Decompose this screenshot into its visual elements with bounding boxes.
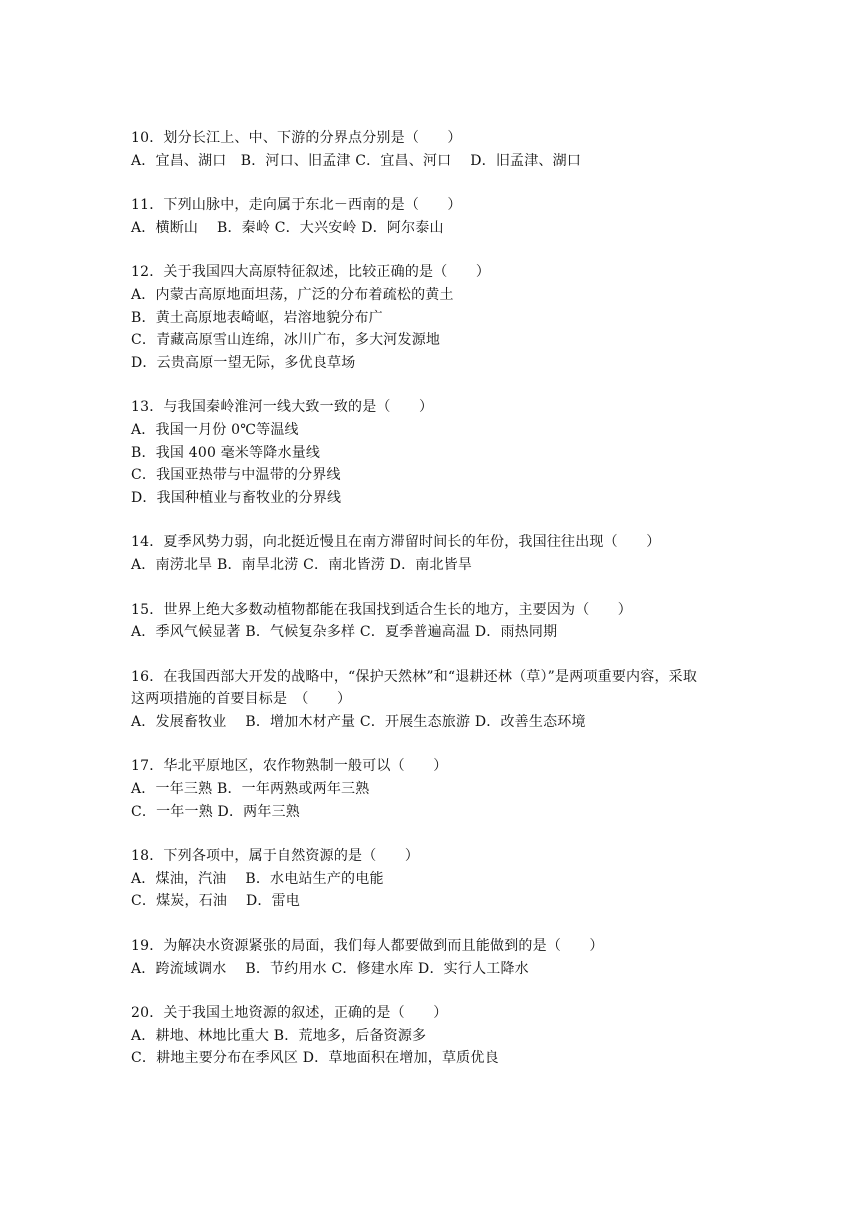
question-options: C．青藏高原雪山连绵，冰川广布，多大河发源地 bbox=[131, 332, 441, 349]
question-item bbox=[131, 1002, 751, 1070]
question-options: C．煤炭，石油 D．雷电 bbox=[131, 893, 300, 910]
question-options: C．耕地主要分布在季风区 D．草地面积在增加，草质优良 bbox=[131, 1050, 499, 1067]
question-stem: 19．为解决水资源紧张的局面，我们每人都要做到而且能做到的是（ ） bbox=[131, 938, 604, 955]
question-stem: 16．在我国西部大开发的战略中，“保护天然林”和“退耕还林（草）”是两项重要内容，采取 bbox=[131, 668, 698, 685]
question-stem: 13．与我国秦岭淮河一线大致一致的是（ ） bbox=[131, 399, 434, 416]
question-options: 这两项措施的首要目标是 （ ） bbox=[131, 691, 352, 708]
question-options: B．我国 400 毫米等降水量线 bbox=[131, 444, 321, 461]
question-options: A．南涝北旱 B．南旱北涝 C．南北皆涝 D．南北皆旱 bbox=[131, 556, 473, 573]
question-options: A．耕地、林地比重大 B．荒地多，后备资源多 bbox=[131, 1027, 427, 1044]
question-list bbox=[131, 127, 751, 1092]
question-stem: 17．华北平原地区，农作物熟制一般可以（ ） bbox=[131, 758, 448, 775]
question-item bbox=[131, 845, 751, 913]
question-stem: 12．关于我国四大高原特征叙述，比较正确的是（ ） bbox=[131, 264, 491, 281]
question-item bbox=[131, 935, 751, 980]
question-item bbox=[131, 261, 751, 374]
question-options: D．云贵高原一望无际，多优良草场 bbox=[131, 354, 356, 371]
question-options: A．发展畜牧业 B．增加木材产量 C．开展生态旅游 D．改善生态环境 bbox=[131, 713, 586, 730]
question-item bbox=[131, 396, 751, 509]
question-options: C．一年一熟 D．两年三熟 bbox=[131, 803, 300, 820]
question-options: A．宜昌、湖口 B．河口、旧孟津 C．宜昌、河口 D．旧孟津、湖口 bbox=[131, 152, 582, 169]
question-options: A．季风气候显著 B．气候复杂多样 C．夏季普遍高温 D．雨热同期 bbox=[131, 624, 558, 641]
question-item bbox=[131, 531, 751, 576]
question-options: B．黄土高原地表崎岖，岩溶地貌分布广 bbox=[131, 309, 383, 326]
question-options: A．横断山 B．秦岭 C．大兴安岭 D．阿尔泰山 bbox=[131, 219, 444, 236]
question-options: A．内蒙古高原地面坦荡，广泛的分布着疏松的黄土 bbox=[131, 286, 454, 303]
question-options: A．我国一月份 0℃等温线 bbox=[131, 421, 299, 438]
question-stem: 10．划分长江上、中、下游的分界点分别是（ ） bbox=[131, 130, 462, 146]
question-options: A．一年三熟 B．一年两熟或两年三熟 bbox=[131, 781, 370, 798]
question-item bbox=[131, 127, 751, 172]
question-stem: 20．关于我国土地资源的叙述，正确的是（ ） bbox=[131, 1005, 448, 1022]
question-stem: 18．下列各项中，属于自然资源的是（ ） bbox=[131, 848, 420, 865]
question-stem: 11．下列山脉中，走向属于东北－西南的是（ ） bbox=[131, 197, 462, 214]
question-stem: 14．夏季风势力弱，向北挺近慢且在南方滞留时间长的年份，我国往往出现（ ） bbox=[131, 534, 661, 551]
question-options: A．煤油，汽油 B．水电站生产的电能 bbox=[131, 870, 384, 887]
question-stem: 15．世界上绝大多数动植物都能在我国找到适合生长的地方，主要因为（ ） bbox=[131, 601, 633, 618]
question-options: A．跨流域调水 B．节约用水 C．修建水库 D．实行人工降水 bbox=[131, 960, 529, 977]
question-item bbox=[131, 666, 751, 734]
question-options: D．我国种植业与畜牧业的分界线 bbox=[131, 489, 342, 506]
question-item bbox=[131, 755, 751, 823]
question-item bbox=[131, 599, 751, 644]
question-item bbox=[131, 194, 751, 239]
question-options: C．我国亚热带与中温带的分界线 bbox=[131, 467, 341, 484]
